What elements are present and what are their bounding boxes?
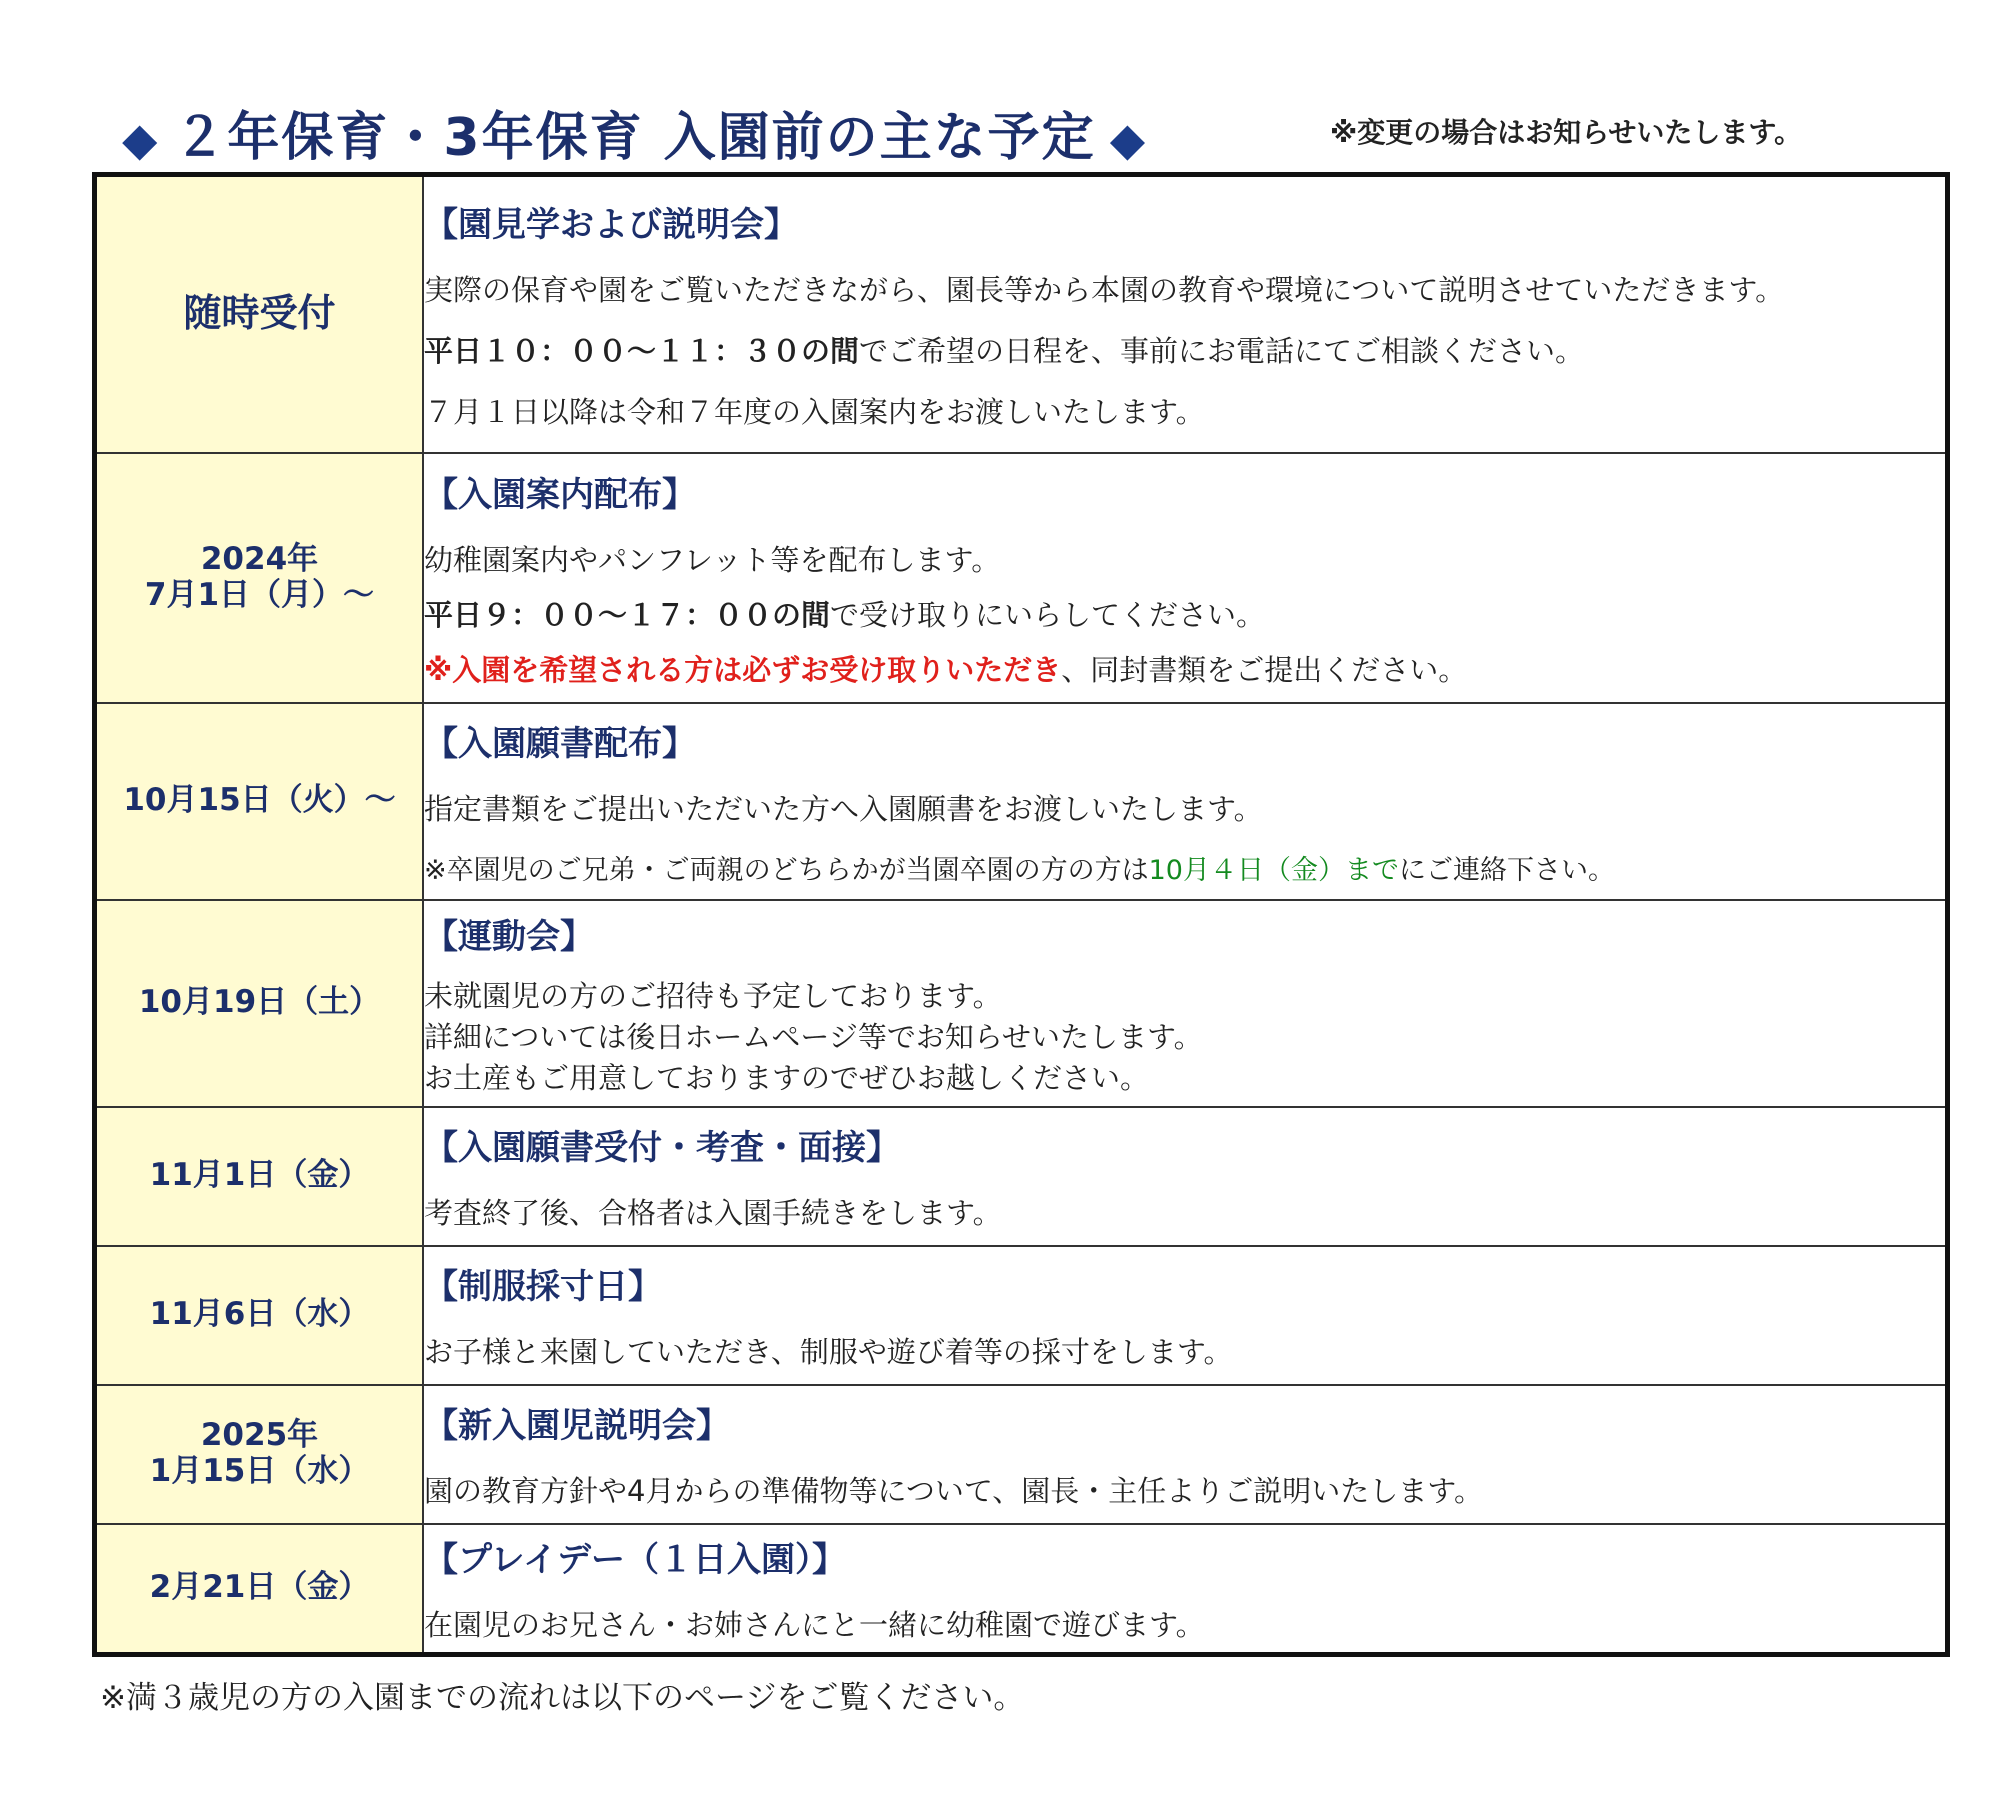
date-cell xyxy=(95,1385,424,1524)
date-cell: 10月19日（土） xyxy=(95,900,424,1107)
event-heading: 【入園願書配布】 xyxy=(424,723,696,764)
change-notice: ※変更の場合はお知らせいたします。 xyxy=(1330,116,1803,149)
table-row xyxy=(95,1524,1948,1655)
table-row xyxy=(95,1385,1948,1524)
content-cell xyxy=(423,175,1948,453)
content-cell xyxy=(423,1107,1948,1246)
event-heading: 【入園案内配布】 xyxy=(424,474,696,515)
date-cell: 2月21日（金） xyxy=(95,1524,424,1655)
event-text: 園の教育方針や4月からの準備物等について、園長・主任よりご説明いたします。 xyxy=(424,1474,1483,1508)
event-text: でご希望の日程を、事前にお電話にてご相談ください。 xyxy=(859,334,1585,369)
event-text: 、同封書類をご提出ください。 xyxy=(1061,652,1468,687)
date-cell: 随時受付 xyxy=(95,175,424,453)
date-day: 7月1日（月）～ xyxy=(144,576,375,613)
event-text: にご連絡下さい。 xyxy=(1398,854,1615,886)
event-text: で受け取りにいらしてください。 xyxy=(830,597,1266,632)
event-text: 実際の保育や園をご覧いただきながら、園長等から本園の教育や環境について説明させていただきます。 xyxy=(424,273,1785,308)
event-heading: 【園見学および説明会】 xyxy=(424,205,798,246)
page-title xyxy=(108,95,1161,170)
event-heading: 【運動会】 xyxy=(424,917,594,957)
event-text xyxy=(424,593,1945,634)
emphasis-text: 平日９：００～１７：００の間 xyxy=(424,597,831,632)
table-row xyxy=(95,900,1948,1107)
diamond-icon: ◆ xyxy=(1109,112,1148,166)
event-heading: 【制服採寸日】 xyxy=(424,1267,662,1307)
emphasis-text: 平日１０：００～１１：３０の間 xyxy=(424,334,860,369)
event-text: ７月１日以降は令和７年度の入園案内をお渡しいたします。 xyxy=(424,395,1205,430)
event-text: 在園児のお兄さん・お姉さんにと一緒に幼稚園で遊びます。 xyxy=(424,1608,1205,1643)
content-cell xyxy=(423,703,1948,900)
date-cell: 11月6日（水） xyxy=(95,1246,424,1385)
content-cell xyxy=(423,900,1948,1107)
content-cell xyxy=(423,1246,1948,1385)
page-header xyxy=(108,95,1958,175)
event-text: お土産もご用意しておりますのでぜひお越しください。 xyxy=(424,1061,1150,1095)
event-text: お子様と来園していただき、制服や遊び着等の採寸をします。 xyxy=(424,1335,1233,1369)
content-cell xyxy=(423,1524,1948,1655)
event-text: 指定書類をご提出いただいた方へ入園願書をお渡しいたします。 xyxy=(424,791,1263,826)
footer-note: ※満３歳児の方の入園までの流れは以下のページをご覧ください。 xyxy=(100,1680,1025,1716)
event-heading: 【プレイデー（１日入園）】 xyxy=(424,1540,846,1581)
event-text: 未就園児の方のご招待も予定しております。 xyxy=(424,979,1002,1013)
date-cell: 11月1日（金） xyxy=(95,1107,424,1246)
event-text: 考査終了後、合格者は入園手続きをします。 xyxy=(424,1196,1002,1230)
event-heading: 【新入園児説明会】 xyxy=(424,1406,730,1446)
event-text: 幼稚園案内やパンフレット等を配布します。 xyxy=(424,542,1001,577)
date-year: 2025年 xyxy=(200,1417,319,1454)
date-cell: 10月15日（火）～ xyxy=(95,703,424,900)
title-text: ２年保育・3年保育 入園前の主な予定 xyxy=(173,108,1096,168)
event-text: ※卒園児のご兄弟・ご両親のどちらかが当園卒園の方の方は xyxy=(424,854,1149,886)
date-day: 1月15日（水） xyxy=(149,1453,370,1489)
table-row xyxy=(95,175,1948,453)
content-cell xyxy=(423,453,1948,703)
date-year: 2024年 xyxy=(200,540,319,577)
table-row xyxy=(95,453,1948,703)
content-cell xyxy=(423,1385,1948,1524)
event-text: 詳細については後日ホームページ等でお知らせいたします。 xyxy=(424,1020,1203,1054)
table-row xyxy=(95,1246,1948,1385)
date-cell xyxy=(95,453,424,703)
schedule-table xyxy=(92,172,1950,1657)
diamond-icon: ◆ xyxy=(122,112,160,166)
table-row xyxy=(95,1107,1948,1246)
event-text xyxy=(424,848,1945,887)
deadline-text: 10月４日（金）まで xyxy=(1148,854,1399,886)
warning-text: ※入園を希望される方は必ずお受け取りいただき xyxy=(424,652,1062,687)
event-text xyxy=(424,648,1945,689)
table-row xyxy=(95,703,1948,900)
event-heading: 【入園願書受付・考査・面接】 xyxy=(424,1128,900,1168)
event-text xyxy=(424,329,1945,370)
